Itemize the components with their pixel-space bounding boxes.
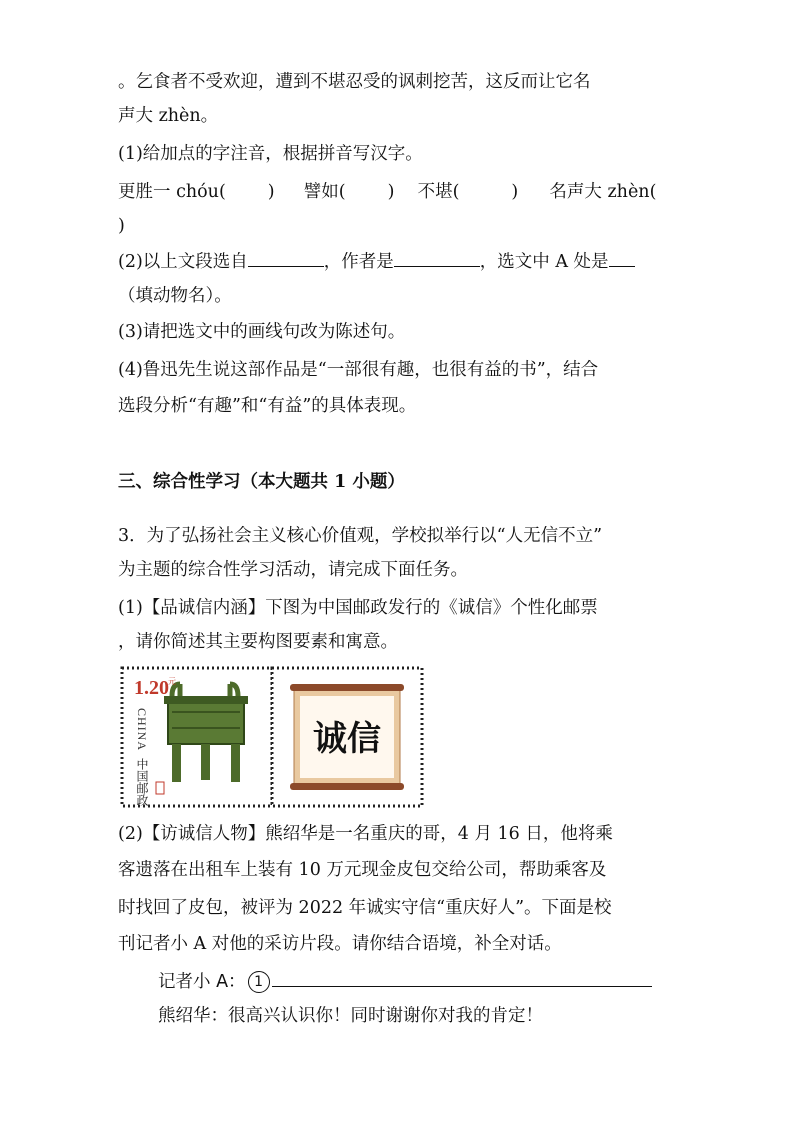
answer-blank-1[interactable] <box>272 968 652 987</box>
stamp-country-cn: 中国邮政 <box>135 758 149 806</box>
item-a: 更胜一 chóu( <box>118 182 226 202</box>
stamp-country-en: CHINA <box>135 708 149 751</box>
question-2: (2)以上文段选自 ，作者是 ，选文中 A 处是 <box>118 248 635 274</box>
question-1: (1)给加点的字注音，根据拼音写汉字。 <box>118 144 423 164</box>
task-2-d: 刊记者小 A 对他的采访片段。请你结合语境，补全对话。 <box>118 934 562 954</box>
stamp-image <box>120 666 424 812</box>
task-2-b: 客遗落在出租车上装有 10 万元现金皮包交给公司，帮助乘客及 <box>118 860 607 880</box>
question-4-a: (4)鲁迅先生说这部作品是“一部很有趣，也很有益的书”，结合 <box>118 360 599 380</box>
para-3-a: 3．为了弘扬社会主义核心价值观，学校拟举行以“人无信不立” <box>118 526 603 546</box>
question-1-close: ) <box>118 216 125 236</box>
blank-animal[interactable] <box>609 248 635 267</box>
dialogue-xiong: 熊绍华：很高兴认识你！同时谢谢你对我的肯定！ <box>158 1006 543 1026</box>
line-2: 声大 zhèn。 <box>118 106 219 126</box>
task-1-a: (1)【品诚信内涵】下图为中国邮政发行的《诚信》个性化邮票 <box>118 598 598 618</box>
question-1-items: 更胜一 chóu( ) 譬如( ) 不堪( ) 名声大 zhèn( <box>118 182 657 202</box>
circle-number-1: 1 <box>248 971 270 993</box>
item-c: 不堪( <box>417 182 460 202</box>
blank-source[interactable] <box>248 248 324 267</box>
question-3: (3)请把选文中的画线句改为陈述句。 <box>118 322 406 342</box>
line-1: 。乞食者不受欢迎，遭到不堪忍受的讽刺挖苦，这反而让它名 <box>118 72 591 92</box>
scroll-text: 诚信 <box>313 719 381 759</box>
task-1-b: ，请你简述其主要构图要素和寓意。 <box>118 632 398 652</box>
stamp-illustration <box>120 666 424 808</box>
ding-vessel-icon <box>164 684 248 782</box>
item-d: 名声大 zhèn( <box>549 182 657 202</box>
task-2-c: 时找回了皮包，被评为 2022 年诚实守信“重庆好人”。下面是校 <box>118 898 612 918</box>
stamp-denomination: 1.20 <box>134 677 169 699</box>
stamp-denomination-unit: 元 <box>168 677 176 686</box>
para-3-b: 为主题的综合性学习活动，请完成下面任务。 <box>118 560 468 580</box>
question-4-b: 选段分析“有趣”和“有益”的具体表现。 <box>118 396 417 416</box>
item-b: 譬如( <box>303 182 346 202</box>
blank-author[interactable] <box>394 248 480 267</box>
dialogue-reporter: 记者小 A： 1 <box>158 968 652 994</box>
section-3-heading: 三、综合性学习（本大题共 1 小题） <box>118 472 405 492</box>
task-2-a: (2)【访诚信人物】熊绍华是一名重庆的哥，4 月 16 日，他将乘 <box>118 824 613 844</box>
question-2-tail: （填动物名）。 <box>118 286 232 306</box>
